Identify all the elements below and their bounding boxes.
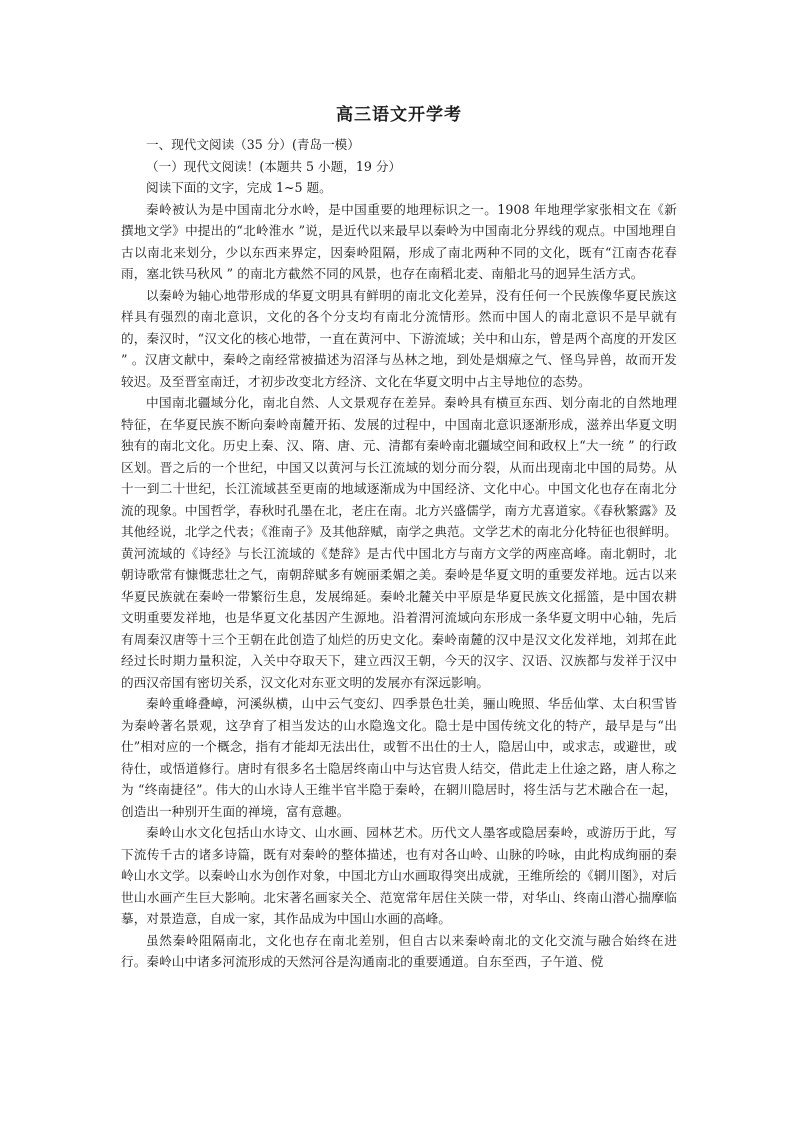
document-title: 高三语文开学考 — [336, 105, 462, 125]
paragraph: 虽然秦岭阻隔南北，文化也存在南北差别，但自古以来秦岭南北的文化交流与融合始终在进行。秦岭山中诸多河流形成的天然河谷是沟通南北的重要通道。自东至西，子午道、傥 — [121, 932, 677, 969]
paragraph: 秦岭重峰叠嶂，河溪纵横，山中云气变幻、四季景色壮美，骊山晚照、华岳仙掌、太白积雪皆为秦岭著名景观，这孕育了相当发达的山水隐逸文化。隐士是中国传统文化的特产，最早是与“出仕”相对应的一个概念，指有才能却无法出仕，或暂不出仕的士人，隐居山中，或求志，或避世，或待仕，或悟道修行。唐时有很多名士隐居终南山中与达官贵人结交，借此走上仕途之路，唐人称之为 “终南捷径”。伟大的山水诗人王维半官半隐于秦岭，在辋川隐居时，将生活与艺术融合在一起，创造出一种别开生面的禅境，富有意趣。 — [121, 696, 677, 819]
paragraph: 秦岭山水文化包括山水诗文、山水画、园林艺术。历代文人墨客或隐居秦岭，或游历于此，写下流传千古的诸多诗篇，既有对秦岭的整体描述，也有对各山岭、山脉的吟咏，由此构成绚丽的秦岭山水文学。以秦岭山水为创作对象，中国北方山水画取得突出成就，王维所绘的《辋川图》，对后世山水画产生巨大影响。北宋著名画家关仝、范宽常年居住关陕一带，对华山、终南山潜心揣摩临摹，对景造意，自成一家，其作品成为中国山水画的高峰。 — [121, 825, 677, 926]
paragraph: 秦岭被认为是中国南北分水岭，是中国重要的地理标识之一。1908 年地理学家张相文在《新撰地文学》中提出的“北岭淮水 ”说，是近代以来最早以秦岭为中国南北分界线的观点。中国地理自古以南北来划分，少以东西来界定，因秦岭阻隔，形成了南北两种不同的文化，既有“江南杏花春雨，塞北铁马秋风 ” 的南北方截然不同的风景，也存在南稻北麦、南船北马的迥异生活方式。 — [121, 201, 677, 281]
section-heading: 一、现代文阅读（35 分）(青岛一模） — [146, 137, 360, 152]
paragraph: 以秦岭为轴心地带形成的华夏文明具有鲜明的南北文化差异，没有任何一个民族像华夏民族这样具有强烈的南北意识，文化的各个分支均有南北分流情形。然而中国人的南北意识不是早就有的，秦汉时，“汉文化的核心地带，一直在黄河中、下游流域；关中和山东，曾是两个高度的开发区 ” 。汉唐文献中，秦岭之南经常被描述为沼泽与丛林之地，到处是烟瘴之气、怪鸟异兽，故而开发较迟。及至晋室南迁，才初步改变北方经济、文化在华夏文明中占主导地位的态势。 — [121, 287, 677, 389]
document-page — [121, 104, 677, 973]
reading-instruction: 阅读下面的文字，完成 1~5 题。 — [146, 180, 332, 195]
subsection-heading: （一）现代文阅读！(本题共 5 小题，19 分） — [146, 158, 402, 174]
paragraph: 中国南北疆域分化，南北自然、人文景观存在差异。秦岭具有横亘东西、划分南北的自然地理特征，在华夏民族不断向秦岭南麓开拓、发展的过程中，中国南北意识逐渐形成，滋养出华夏文明独有的南北文化。历史上秦、汉、隋、唐、元、清都有秦岭南北疆域空间和政权上“大一统 ” 的行政区划。晋之后的一个世纪，中国又以黄河与长江流域的划分而分裂，从而出现南北中国的局势。从十一到二十世纪，长江流域甚至更南的地域逐渐成为中国经济、文化中心。中国文化也存在南北分流的现象。中国哲学，春秋时孔墨在北，老庄在南。北方兴盛儒学，南方尤喜道家。《春秋繁露》及其他经说，北学之代表；《淮南子》及其他辞赋，南学之典范。文学艺术的南北分化特征也很鲜明。黄河流域的《诗经》与长江流域的《楚辞》是古代中国北方与南方文学的两座高峰。南北朝时，北朝诗歌常有慷慨悲壮之气，南朝辞赋多有婉丽柔媚之美。秦岭是华夏文明的重要发祥地。远古以来华夏民族就在秦岭一带繁衍生息，发展绵延。秦岭北麓关中平原是华夏民族文化摇篮，是中国农耕文明重要发祥地，也是华夏文化基因产生源地。沿着渭河流域向东形成一条华夏文明中心轴，先后有周秦汉唐等十三个王朝在此创造了灿烂的历史文化。秦岭南麓的汉中是汉文化发祥地，刘邦在此经过长时期力量积淀，入关中夺取天下，建立西汉王朝，今天的汉字、汉语、汉族都与发祥于汉中的西汉帝国有密切关系，汉文化对东亚文明的发展亦有深远影响。 — [121, 395, 677, 690]
